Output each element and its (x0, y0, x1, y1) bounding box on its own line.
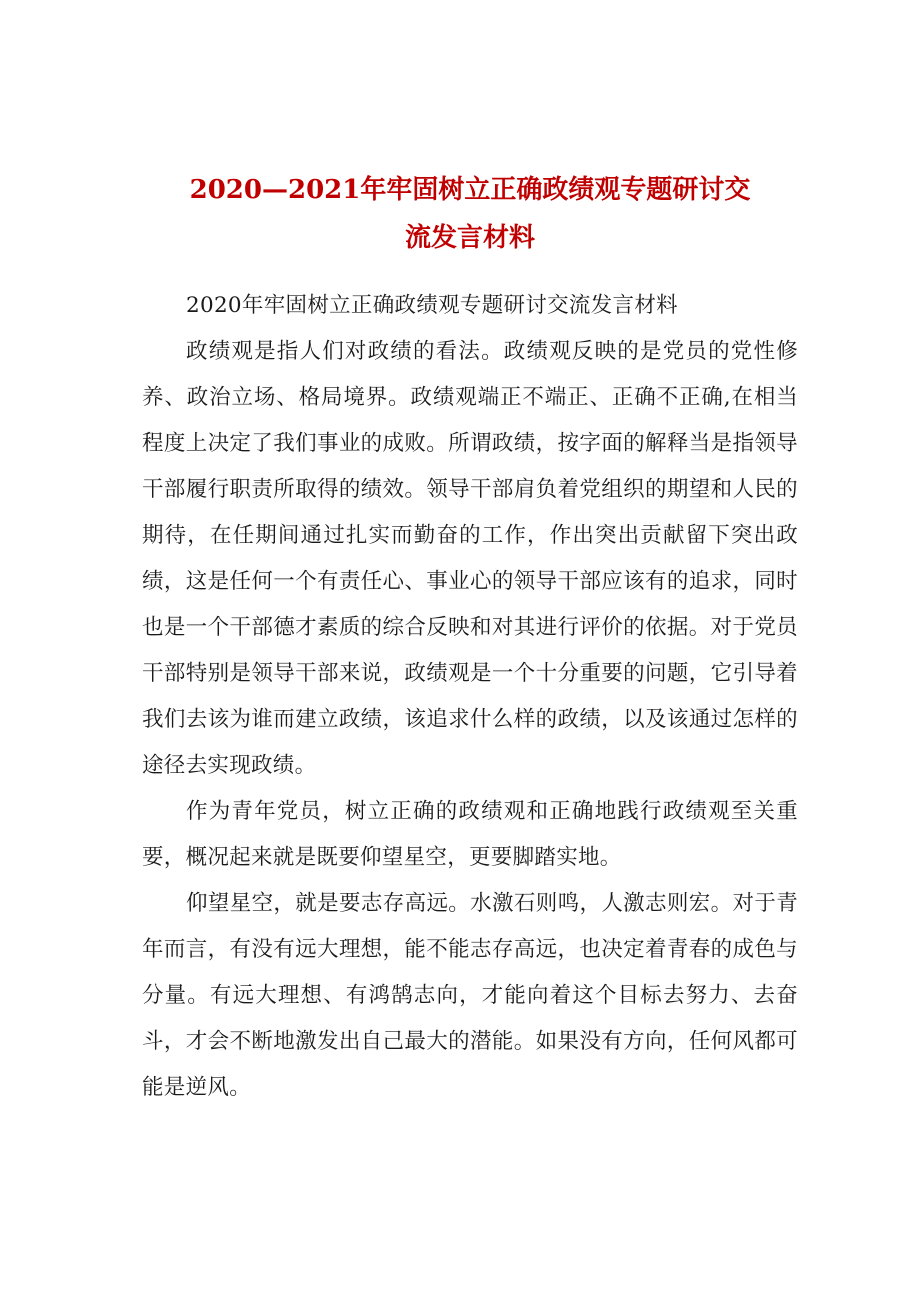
title-line-1: 2020—2021年牢固树立正确政绩观专题研讨交 (189, 175, 751, 205)
document-subtitle: 2020年牢固树立正确政绩观专题研讨交流发言材料 (186, 293, 678, 318)
paragraph-3: 仰望星空，就是要志存高远。水激石则鸣，人激志则宏。对于青年而言，有没有远大理想，能不能志存高远，也决定着青春的成色与分量。有远大理想、有鸿鹄志向，才能向着这个目标去努力、去奋斗，才会不断地激发出自己最大的潜能。如果没有方向，任何风都可能是逆风。 (142, 891, 798, 1100)
document-title (140, 166, 800, 262)
document-body (142, 283, 798, 1111)
paragraph-2: 作为青年党员，树立正确的政绩观和正确地践行政绩观至关重要，概况起来就是既要仰望星空，更要脚踏实地。 (142, 799, 798, 870)
title-line-2: 流发言材料 (404, 223, 535, 253)
paragraph-1: 政绩观是指人们对政绩的看法。政绩观反映的是党员的党性修养、政治立场、格局境界。政绩观端正不端正、正确不正确,在相当程度上决定了我们事业的成败。所谓政绩，按字面的解释当是指领导干部履行职责所取得的绩效。领导干部肩负着党组织的期望和人民的期待，在任期间通过扎实而勤奋的工作，作出突出贡献留下突出政绩，这是任何一个有责任心、事业心的领导干部应该有的追求，同时也是一个干部德才素质的综合反映和对其进行评价的依据。对于党员干部特别是领导干部来说，政绩观是一个十分重要的问题，它引导着我们去该为谁而建立政绩，该追求什么样的政绩，以及该通过怎样的途径去实现政绩。 (142, 339, 798, 778)
